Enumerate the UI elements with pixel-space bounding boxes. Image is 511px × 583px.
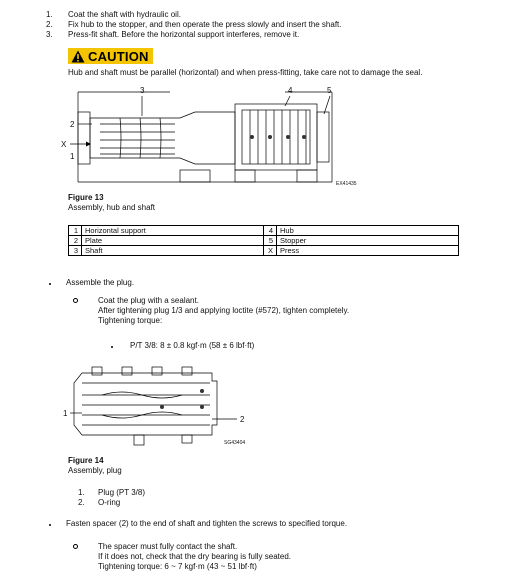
bullet-icon: [49, 283, 51, 285]
plug-sub-line: Tightening torque:: [98, 316, 163, 325]
spacer-sub-line: If it does not, check that the dry bearing is fully seated.: [98, 552, 291, 561]
figure-13-callout-4: 4: [288, 86, 293, 95]
figure-14-code: SG43404: [224, 440, 246, 446]
caution-text: Hub and shaft must be parallel (horizontal) and when press-fitting, take care not to damage the seal.: [68, 68, 423, 77]
circle-bullet-icon: [73, 298, 78, 303]
step-item: 3. Press-fit shaft. Before the horizontal support interferes, remove it.: [46, 30, 300, 39]
figure-14-callout-1: 1: [63, 409, 68, 418]
figure-13-callout-2: 2: [70, 120, 75, 129]
figure-14-subtitle: Assembly, plug: [68, 466, 122, 475]
figure-13-callout-1: 1: [70, 152, 75, 161]
bullet-icon: [111, 346, 113, 348]
bullet-icon: [49, 524, 51, 526]
plug-bullet: Assemble the plug.: [66, 278, 135, 287]
figure-14-callout-2: 2: [240, 415, 245, 424]
figure-13-title: Figure 13: [68, 193, 104, 202]
figure-13-callout-x: X: [61, 140, 67, 149]
figure-13-drawing: [60, 82, 340, 192]
figure-13-code: EX41435: [336, 181, 357, 187]
figure-14-title: Figure 14: [68, 456, 104, 465]
figure-14-item: 2. O-ring: [78, 498, 121, 507]
figure-13-subtitle: Assembly, hub and shaft: [68, 203, 156, 212]
caution-label: CAUTION: [88, 48, 149, 64]
table-row: 1 Horizontal support 4 Hub: [69, 226, 459, 236]
step-item: 2. Fix hub to the stopper, and then operate the press slowly and insert the shaft.: [46, 20, 342, 29]
figure-13-callout-5: 5: [327, 86, 332, 95]
parts-table: [68, 225, 459, 256]
plug-sub-line: Coat the plug with a sealant.: [98, 296, 199, 305]
circle-bullet-icon: [73, 544, 78, 549]
figure-13-callout-3: 3: [140, 86, 145, 95]
caution-badge: [68, 48, 153, 64]
spacer-bullet: Fasten spacer (2) to the end of shaft and tighten the screws to specified torque.: [66, 519, 348, 528]
spacer-sub-line: The spacer must fully contact the shaft.: [98, 542, 238, 551]
step-item: 1. Coat the shaft with hydraulic oil.: [46, 10, 181, 19]
table-row: 3 Shaft X Press: [69, 246, 459, 256]
plug-torque: P/T 3/8: 8 ± 0.8 kgf·m (58 ± 6 lbf·ft): [130, 341, 255, 350]
plug-sub-line: After tightening plug 1/3 and applying loctite (#572), tighten completely.: [98, 306, 350, 315]
table-row: 2 Plate 5 Stopper: [69, 236, 459, 246]
warning-triangle-icon: [71, 50, 85, 63]
figure-14-item: 1. Plug (PT 3/8): [78, 488, 145, 497]
spacer-sub-line: Tightening torque: 6 ~ 7 kgf·m (43 ~ 51 lbf·ft): [98, 562, 257, 571]
